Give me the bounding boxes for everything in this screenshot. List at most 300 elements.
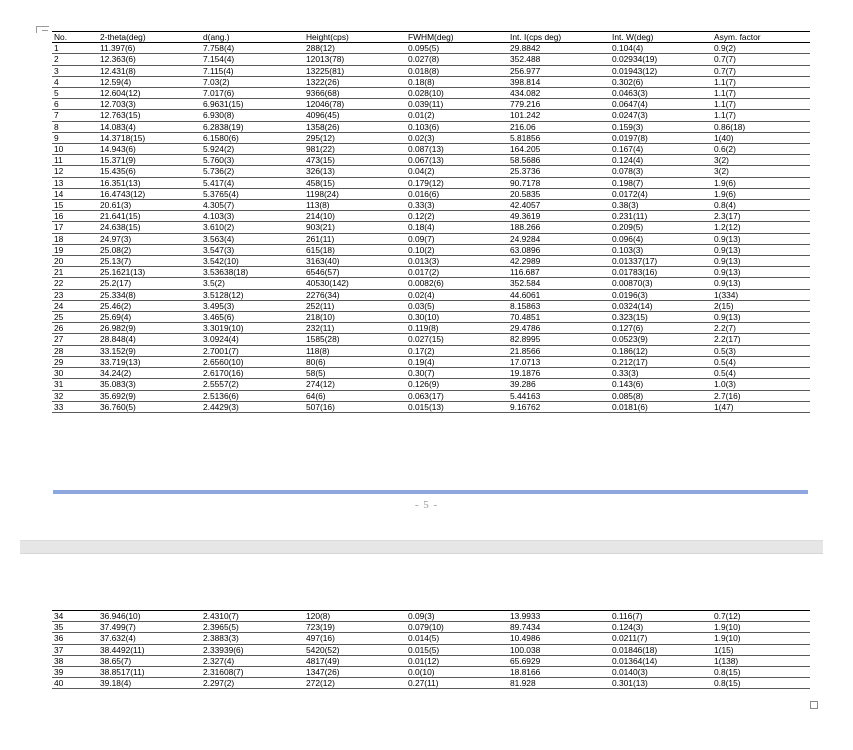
table-cell: 17 [52, 222, 98, 233]
table-row [52, 244, 810, 255]
table-cell: 0.323(15) [610, 312, 712, 323]
table-cell: 1(334) [712, 289, 810, 300]
table-cell: 3163(40) [304, 256, 406, 267]
table-cell: 0.02(3) [406, 132, 508, 143]
table-cell: 9366(68) [304, 88, 406, 99]
table-cell: 0.212(17) [610, 356, 712, 367]
table-cell: 14 [52, 188, 98, 199]
table-cell: 13.9933 [508, 611, 610, 622]
table-cell: 0.33(3) [406, 200, 508, 211]
table-cell: 0.167(4) [610, 144, 712, 155]
table-cell: 1.1(7) [712, 88, 810, 99]
table-cell: 164.205 [508, 144, 610, 155]
table-cell: 0.067(13) [406, 155, 508, 166]
table-cell: 30 [52, 368, 98, 379]
table-cell: 1.1(7) [712, 110, 810, 121]
table-cell: 25.08(2) [98, 244, 201, 255]
table-cell: 0.04(2) [406, 166, 508, 177]
table-cell: 0.017(2) [406, 267, 508, 278]
table-cell: 326(13) [304, 166, 406, 177]
table-row [52, 300, 810, 311]
table-cell: 473(15) [304, 155, 406, 166]
table-row [52, 43, 810, 54]
table-cell: 0.7(12) [712, 611, 810, 622]
table-cell: 113(8) [304, 200, 406, 211]
table-cell: 14.943(6) [98, 144, 201, 155]
table-cell: 25.334(8) [98, 289, 201, 300]
table-row [52, 155, 810, 166]
table-row [52, 622, 810, 633]
table-cell: 13 [52, 177, 98, 188]
table-cell: 90.7178 [508, 177, 610, 188]
table-cell: 17.0713 [508, 356, 610, 367]
table-cell: 0.143(6) [610, 379, 712, 390]
table-cell: 1.2(12) [712, 222, 810, 233]
table-cell: 7.03(2) [201, 76, 304, 87]
table-cell: 28.848(4) [98, 334, 201, 345]
table-cell: 3.5(2) [201, 278, 304, 289]
page-number: - 5 - [414, 499, 439, 511]
table-cell: 0.8(4) [712, 200, 810, 211]
page-corner-mark-tick [42, 30, 48, 31]
table-cell: 256.977 [508, 65, 610, 76]
table-cell: 3.542(10) [201, 256, 304, 267]
column-header: Asym. factor [712, 32, 810, 43]
table-cell: 903(21) [304, 222, 406, 233]
table-cell: 0.01(2) [406, 110, 508, 121]
table-cell: 15.371(9) [98, 155, 201, 166]
table-cell: 0.19(4) [406, 356, 508, 367]
table-cell: 232(11) [304, 323, 406, 334]
table-cell: 0.078(3) [610, 166, 712, 177]
table-row [52, 200, 810, 211]
table-cell: 261(11) [304, 233, 406, 244]
table-cell: 100.038 [508, 644, 610, 655]
table-cell: 0.5(4) [712, 356, 810, 367]
table-cell: 5.736(2) [201, 166, 304, 177]
table-cell: 116.687 [508, 267, 610, 278]
table-cell: 7.115(4) [201, 65, 304, 76]
table-row [52, 667, 810, 678]
table-cell: 0.103(3) [610, 244, 712, 255]
table-row [52, 390, 810, 401]
table-cell: 0.015(13) [406, 401, 508, 412]
table-cell: 0.01846(18) [610, 644, 712, 655]
table-cell: 65.6929 [508, 655, 610, 666]
table-cell: 2.2(17) [712, 334, 810, 345]
table-cell: 0.02(4) [406, 289, 508, 300]
table-cell: 35.083(3) [98, 379, 201, 390]
table-cell: 0.6(2) [712, 144, 810, 155]
table-cell: 26 [52, 323, 98, 334]
table-row [52, 256, 810, 267]
table-cell: 5.81856 [508, 132, 610, 143]
table-cell: 0.159(3) [610, 121, 712, 132]
table-cell: 33.719(13) [98, 356, 201, 367]
table-cell: 0.027(8) [406, 54, 508, 65]
table-row [52, 65, 810, 76]
table-row [52, 211, 810, 222]
table-cell: 0.013(3) [406, 256, 508, 267]
table-cell: 252(11) [304, 300, 406, 311]
table-cell: 0.104(4) [610, 43, 712, 54]
table-cell: 2.297(2) [201, 678, 304, 689]
table-cell: 2.5136(6) [201, 390, 304, 401]
table-cell: 352.584 [508, 278, 610, 289]
table-row [52, 678, 810, 689]
table-cell: 0.9(13) [712, 233, 810, 244]
table-cell: 3.3019(10) [201, 323, 304, 334]
table-cell: 6.2838(19) [201, 121, 304, 132]
table-row [52, 144, 810, 155]
table-cell: 29.8842 [508, 43, 610, 54]
table-cell: 1358(26) [304, 121, 406, 132]
table-cell: 272(12) [304, 678, 406, 689]
table-cell: 9.16762 [508, 401, 610, 412]
table-cell: 1.9(10) [712, 633, 810, 644]
table-cell: 2.5557(2) [201, 379, 304, 390]
table-body-continued [52, 611, 810, 689]
table-cell: 81.928 [508, 678, 610, 689]
table-cell: 20 [52, 256, 98, 267]
table-cell: 70.4851 [508, 312, 610, 323]
table-row [52, 121, 810, 132]
table-cell: 0.02934(19) [610, 54, 712, 65]
table-cell: 101.242 [508, 110, 610, 121]
table-cell: 8.15863 [508, 300, 610, 311]
table-cell: 352.488 [508, 54, 610, 65]
table-row [52, 278, 810, 289]
table-cell: 11.397(6) [98, 43, 201, 54]
table-cell: 10 [52, 144, 98, 155]
table-cell: 15 [52, 200, 98, 211]
table-cell: 25 [52, 312, 98, 323]
table-cell: 49.3619 [508, 211, 610, 222]
page-break-gap [20, 540, 823, 554]
table-cell: 3.563(4) [201, 233, 304, 244]
table-cell: 82.8995 [508, 334, 610, 345]
table-cell: 4096(45) [304, 110, 406, 121]
table-cell: 0.0172(4) [610, 188, 712, 199]
table-cell: 0.0181(6) [610, 401, 712, 412]
table-cell: 1.0(3) [712, 379, 810, 390]
table-cell: 0.01337(17) [610, 256, 712, 267]
table-cell: 615(18) [304, 244, 406, 255]
table-cell: 3.0924(4) [201, 334, 304, 345]
table-cell: 5.44163 [508, 390, 610, 401]
table-cell: 0.0082(6) [406, 278, 508, 289]
table-cell: 27 [52, 334, 98, 345]
table-cell: 13225(81) [304, 65, 406, 76]
table-cell: 1(47) [712, 401, 810, 412]
table-cell: 12.703(3) [98, 99, 201, 110]
table-cell: 0.0324(14) [610, 300, 712, 311]
table-cell: 0.103(6) [406, 121, 508, 132]
table-cell: 38 [52, 655, 98, 666]
table-cell: 25.13(7) [98, 256, 201, 267]
table-cell: 2 [52, 54, 98, 65]
table-row [52, 345, 810, 356]
peak-table-continued [52, 610, 810, 689]
table-cell: 2.4310(7) [201, 611, 304, 622]
column-header: Int. I(cps deg) [508, 32, 610, 43]
table-cell: 12.59(4) [98, 76, 201, 87]
table-cell: 37.499(7) [98, 622, 201, 633]
table-cell: 188.266 [508, 222, 610, 233]
table-cell: 35.692(9) [98, 390, 201, 401]
table-cell: 2.7(16) [712, 390, 810, 401]
table-cell: 1.1(7) [712, 99, 810, 110]
table-cell: 2.327(4) [201, 655, 304, 666]
table-cell: 5.417(4) [201, 177, 304, 188]
table-cell: 0.209(5) [610, 222, 712, 233]
table-row [52, 177, 810, 188]
table-cell: 2.7001(7) [201, 345, 304, 356]
table-cell: 38.8517(11) [98, 667, 201, 678]
table-cell: 36.946(10) [98, 611, 201, 622]
table-cell: 0.231(11) [610, 211, 712, 222]
table-cell: 35 [52, 622, 98, 633]
table-cell: 0.096(4) [610, 233, 712, 244]
table-cell: 6.930(8) [201, 110, 304, 121]
table-cell: 4.305(7) [201, 200, 304, 211]
table-cell: 0.039(11) [406, 99, 508, 110]
table-cell: 0.015(5) [406, 644, 508, 655]
table-cell: 2.4429(3) [201, 401, 304, 412]
table-cell: 5420(52) [304, 644, 406, 655]
table-cell: 5.924(2) [201, 144, 304, 155]
table-cell: 0.124(4) [610, 155, 712, 166]
table-cell: 0.0523(9) [610, 334, 712, 345]
table-cell: 12013(78) [304, 54, 406, 65]
table-cell: 25.2(17) [98, 278, 201, 289]
table-cell: 0.9(13) [712, 244, 810, 255]
table-cell: 0.179(12) [406, 177, 508, 188]
table-cell: 6.1580(6) [201, 132, 304, 143]
table-cell: 28 [52, 345, 98, 356]
table-cell: 4.103(3) [201, 211, 304, 222]
table-row [52, 132, 810, 143]
table-cell: 40 [52, 678, 98, 689]
table-cell: 0.38(3) [610, 200, 712, 211]
table-cell: 18 [52, 233, 98, 244]
table-cell: 0.016(6) [406, 188, 508, 199]
table-row [52, 368, 810, 379]
table-cell: 0.5(4) [712, 368, 810, 379]
table-cell: 33 [52, 401, 98, 412]
table-cell: 0.9(13) [712, 256, 810, 267]
table-cell: 507(16) [304, 401, 406, 412]
table-row [52, 401, 810, 412]
table-cell: 20.5835 [508, 188, 610, 199]
table-cell: 0.124(3) [610, 622, 712, 633]
table-cell: 19.1876 [508, 368, 610, 379]
table-cell: 0.0247(3) [610, 110, 712, 121]
table-cell: 2.6560(10) [201, 356, 304, 367]
table-cell: 0.9(13) [712, 278, 810, 289]
peak-table-page-5 [52, 31, 810, 413]
column-header: Height(cps) [304, 32, 406, 43]
table-cell: 0.01783(16) [610, 267, 712, 278]
table-row [52, 76, 810, 87]
table-cell: 0.9(13) [712, 267, 810, 278]
table-cell: 3.547(3) [201, 244, 304, 255]
table-cell: 0.01(12) [406, 655, 508, 666]
table-cell: 3.610(2) [201, 222, 304, 233]
table-cell: 0.09(3) [406, 611, 508, 622]
table-cell: 0.7(7) [712, 65, 810, 76]
table-cell: 2276(34) [304, 289, 406, 300]
table-cell: 63.0896 [508, 244, 610, 255]
table-cell: 0.8(15) [712, 678, 810, 689]
table-cell: 15.435(6) [98, 166, 201, 177]
table-cell: 39.18(4) [98, 678, 201, 689]
table-cell: 0.09(7) [406, 233, 508, 244]
table-cell: 0.33(3) [610, 368, 712, 379]
table-cell: 0.00870(3) [610, 278, 712, 289]
table-cell: 8 [52, 121, 98, 132]
table-cell: 34 [52, 611, 98, 622]
table-cell: 7 [52, 110, 98, 121]
table-cell: 1198(24) [304, 188, 406, 199]
table-cell: 24 [52, 300, 98, 311]
table-cell: 25.3736 [508, 166, 610, 177]
table-cell: 3(2) [712, 166, 810, 177]
table-cell: 2.33939(6) [201, 644, 304, 655]
table-cell: 0.119(8) [406, 323, 508, 334]
table-cell: 16.4743(12) [98, 188, 201, 199]
table-cell: 1(40) [712, 132, 810, 143]
table-cell: 3 [52, 65, 98, 76]
table-cell: 36.760(5) [98, 401, 201, 412]
table-cell: 12.363(6) [98, 54, 201, 65]
table-cell: 64(6) [304, 390, 406, 401]
table-cell: 25.1621(13) [98, 267, 201, 278]
table-cell: 0.01943(12) [610, 65, 712, 76]
table-cell: 4 [52, 76, 98, 87]
table-cell: 20.61(3) [98, 200, 201, 211]
table-cell: 23 [52, 289, 98, 300]
table-cell: 0.0211(7) [610, 633, 712, 644]
table-row [52, 633, 810, 644]
table-cell: 1.9(6) [712, 177, 810, 188]
table-cell: 10.4986 [508, 633, 610, 644]
table-cell: 0.198(7) [610, 177, 712, 188]
table-cell: 0.085(8) [610, 390, 712, 401]
table-cell: 80(6) [304, 356, 406, 367]
table-cell: 4817(49) [304, 655, 406, 666]
table-cell: 29 [52, 356, 98, 367]
table-cell: 12.431(8) [98, 65, 201, 76]
table-cell: 33.152(9) [98, 345, 201, 356]
table-cell: 1(15) [712, 644, 810, 655]
column-header: d(ang.) [201, 32, 304, 43]
table-cell: 5.3765(4) [201, 188, 304, 199]
table-cell: 32 [52, 390, 98, 401]
table-cell: 0.86(18) [712, 121, 810, 132]
table-cell: 0.028(10) [406, 88, 508, 99]
table-row [52, 267, 810, 278]
table-cell: 0.0196(3) [610, 289, 712, 300]
table-cell: 44.6061 [508, 289, 610, 300]
table-cell: 218(10) [304, 312, 406, 323]
table-row [52, 54, 810, 65]
table-cell: 42.2989 [508, 256, 610, 267]
table-cell: 0.18(8) [406, 76, 508, 87]
table-cell: 1347(26) [304, 667, 406, 678]
table-cell: 2.31608(7) [201, 667, 304, 678]
table-cell: 1 [52, 43, 98, 54]
table-cell: 0.087(13) [406, 144, 508, 155]
table-cell: 1(138) [712, 655, 810, 666]
table-row [52, 99, 810, 110]
table-cell: 0.30(7) [406, 368, 508, 379]
table-cell: 38.65(7) [98, 655, 201, 666]
table-cell: 398.814 [508, 76, 610, 87]
table-cell: 9 [52, 132, 98, 143]
table-cell: 0.27(11) [406, 678, 508, 689]
table-cell: 21.8566 [508, 345, 610, 356]
table-cell: 0.0(10) [406, 667, 508, 678]
table-cell: 0.17(2) [406, 345, 508, 356]
table-cell: 981(22) [304, 144, 406, 155]
table-cell: 0.0197(8) [610, 132, 712, 143]
table-cell: 0.7(7) [712, 54, 810, 65]
table-cell: 39 [52, 667, 98, 678]
table-cell: 42.4057 [508, 200, 610, 211]
table-cell: 0.9(13) [712, 312, 810, 323]
table-cell: 14.3718(15) [98, 132, 201, 143]
table-cell: 0.186(12) [610, 345, 712, 356]
table-cell: 0.5(3) [712, 345, 810, 356]
table-cell: 458(15) [304, 177, 406, 188]
table-cell: 14.083(4) [98, 121, 201, 132]
table-resize-handle[interactable] [810, 701, 818, 709]
table-body [52, 43, 810, 413]
table-cell: 1.9(6) [712, 188, 810, 199]
table-cell: 6 [52, 99, 98, 110]
table-cell: 0.0463(3) [610, 88, 712, 99]
table-row [52, 334, 810, 345]
table-cell: 58.5686 [508, 155, 610, 166]
table-cell: 19 [52, 244, 98, 255]
table-cell: 0.0140(3) [610, 667, 712, 678]
table-cell: 0.063(17) [406, 390, 508, 401]
table-cell: 6546(57) [304, 267, 406, 278]
table-cell: 11 [52, 155, 98, 166]
table-cell: 2.2(7) [712, 323, 810, 334]
table-cell: 34.24(2) [98, 368, 201, 379]
table-cell: 434.082 [508, 88, 610, 99]
table-row [52, 611, 810, 622]
table-cell: 1.1(7) [712, 76, 810, 87]
table-cell: 0.027(15) [406, 334, 508, 345]
table-cell: 0.302(6) [610, 76, 712, 87]
table-cell: 38.4492(11) [98, 644, 201, 655]
table-cell: 0.18(4) [406, 222, 508, 233]
table-cell: 497(16) [304, 633, 406, 644]
table-cell: 12 [52, 166, 98, 177]
table-row [52, 644, 810, 655]
table-cell: 0.301(13) [610, 678, 712, 689]
table-row [52, 379, 810, 390]
table-cell: 0.03(5) [406, 300, 508, 311]
table-cell: 12.604(12) [98, 88, 201, 99]
table-row [52, 188, 810, 199]
table-cell: 0.8(15) [712, 667, 810, 678]
table-cell: 7.758(4) [201, 43, 304, 54]
table-cell: 2.3883(3) [201, 633, 304, 644]
